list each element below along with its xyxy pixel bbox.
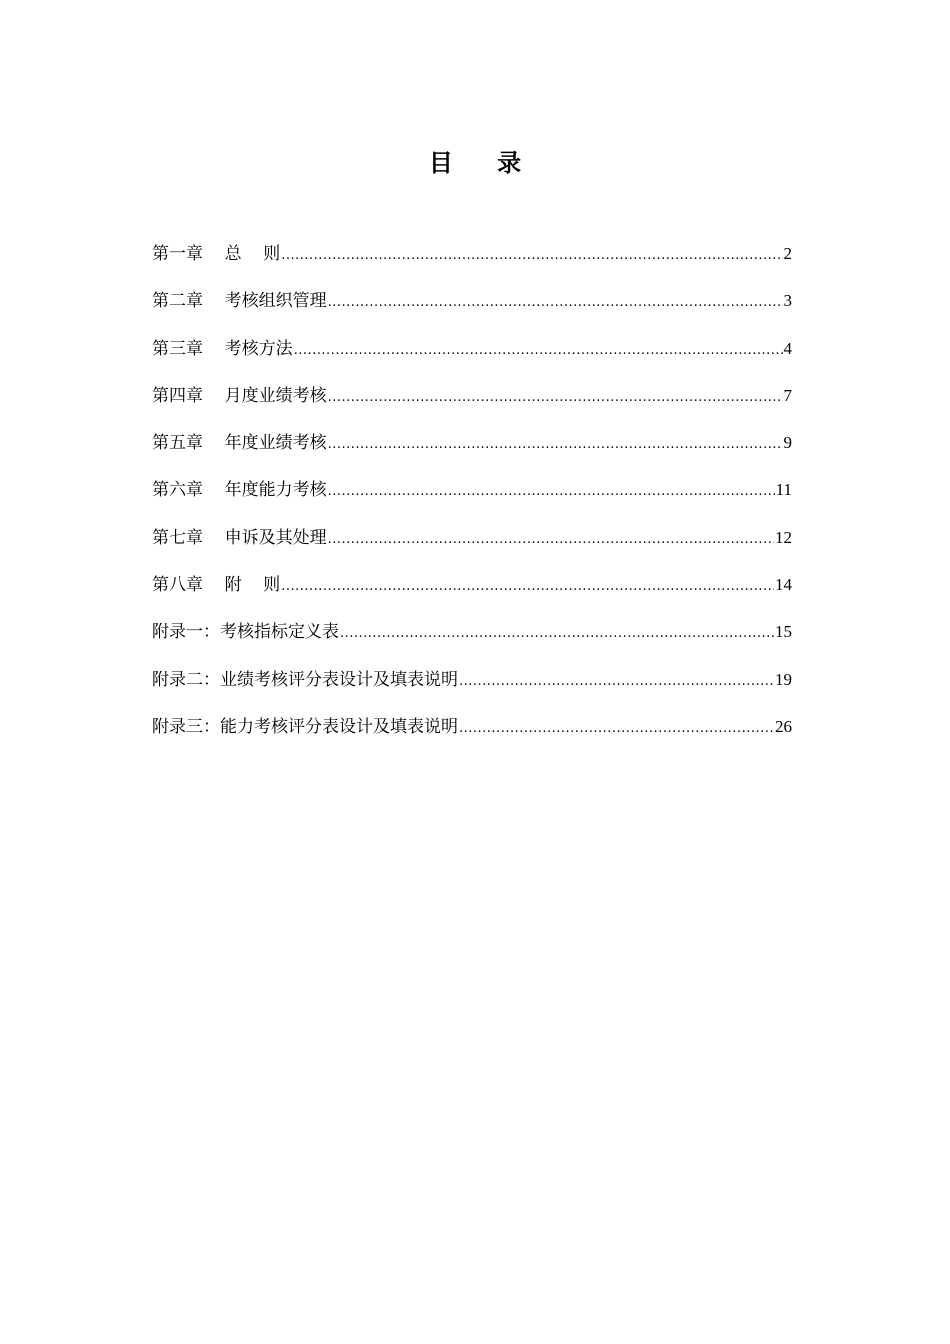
- toc-entry-label: 附录二：业绩考核评分表设计及填表说明: [152, 669, 458, 690]
- toc-dot-leader: [294, 338, 783, 364]
- toc-entry-page: 11: [775, 480, 792, 500]
- toc-dot-leader: [459, 716, 774, 742]
- toc-entry[interactable]: [152, 288, 792, 335]
- toc-dot-leader: [328, 432, 783, 458]
- toc-entry-page: 14: [775, 575, 792, 595]
- toc-entry-label: 第二章 考核组织管理: [152, 291, 327, 312]
- toc-entry-page: 15: [775, 622, 792, 642]
- toc-entry-label: 附录三：能力考核评分表设计及填表说明: [152, 716, 458, 737]
- toc-dot-leader: [459, 669, 774, 695]
- toc-entry-page: 2: [783, 244, 792, 263]
- toc-entry[interactable]: [152, 619, 792, 666]
- toc-entry[interactable]: [152, 430, 792, 477]
- toc-entry-page: 7: [783, 385, 792, 405]
- toc-dot-leader: [328, 290, 783, 316]
- toc-entry[interactable]: [152, 336, 792, 383]
- toc-dot-leader: [328, 479, 775, 505]
- toc-entry[interactable]: [152, 241, 792, 288]
- toc-entry[interactable]: [152, 667, 792, 714]
- toc-entry-label: 第六章 年度能力考核: [152, 480, 327, 501]
- toc-entry-page: 9: [783, 433, 792, 453]
- toc-entry[interactable]: [152, 477, 792, 524]
- toc-entry[interactable]: [152, 383, 792, 430]
- toc-entry-label: 附录一：考核指标定义表: [152, 622, 339, 643]
- toc-list: [152, 241, 792, 761]
- toc-entry[interactable]: [152, 525, 792, 572]
- toc-dot-leader: [281, 243, 782, 269]
- toc-dot-leader: [328, 385, 783, 411]
- toc-entry[interactable]: [152, 572, 792, 619]
- toc-entry[interactable]: [152, 714, 792, 761]
- toc-entry-page: 3: [783, 291, 792, 311]
- toc-dot-leader: [340, 621, 774, 647]
- toc-entry-label: 第八章 附 则: [152, 575, 281, 596]
- toc-entry-label: 第三章 考核方法: [152, 338, 293, 359]
- toc-entry-label: 第七章 申诉及其处理: [152, 527, 327, 548]
- toc-entry-label: 第五章 年度业绩考核: [152, 433, 327, 454]
- toc-dot-leader: [281, 574, 774, 600]
- toc-entry-page: 19: [775, 669, 792, 689]
- toc-title: 目 录: [428, 149, 540, 177]
- toc-entry-page: 26: [775, 716, 792, 736]
- toc-dot-leader: [328, 527, 774, 553]
- toc-entry-page: 4: [783, 338, 792, 358]
- toc-entry-label: 第四章 月度业绩考核: [152, 385, 327, 406]
- toc-entry-page: 12: [775, 527, 792, 547]
- toc-entry-label: 第一章 总 则: [152, 244, 281, 264]
